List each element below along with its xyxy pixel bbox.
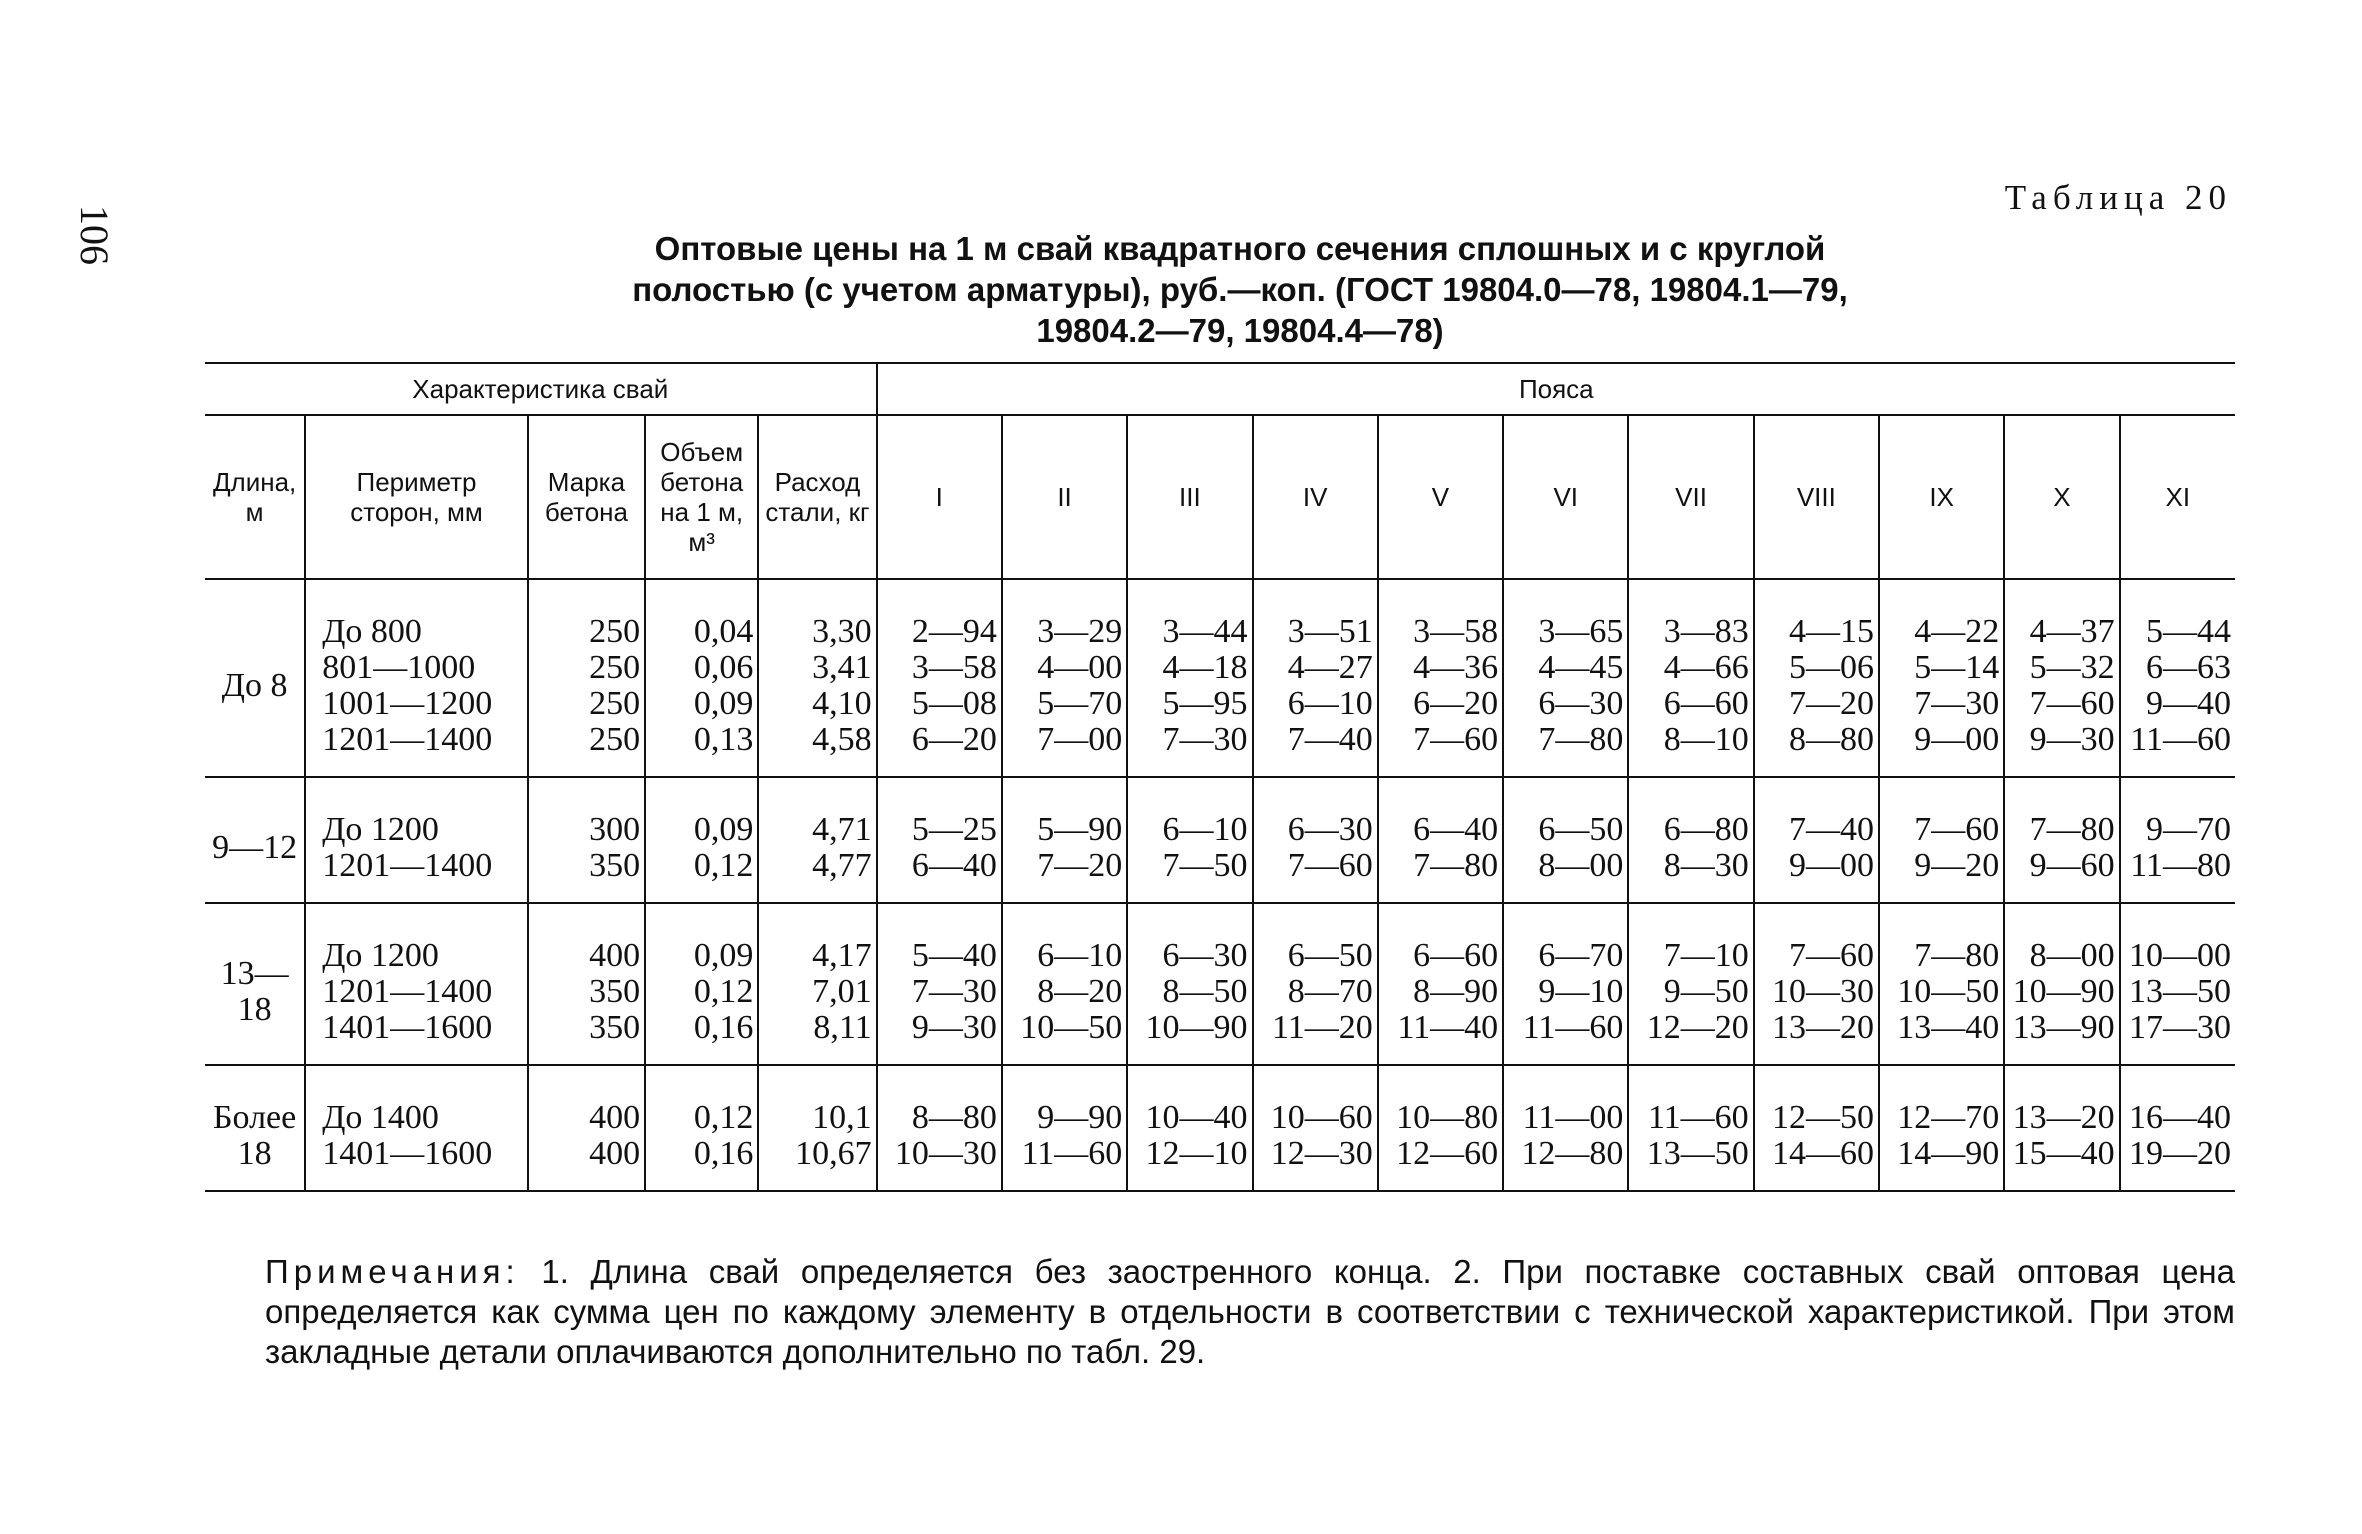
- zone-price-cell: [1253, 579, 1378, 777]
- zone-price-cell: [2004, 777, 2119, 903]
- cell-line: 7—80: [2029, 811, 2115, 848]
- zone-price-cell: [1754, 579, 1879, 777]
- grade-cell: [528, 777, 645, 903]
- zone-price-cell: [1127, 579, 1252, 777]
- cell-line: 14—90: [1897, 1135, 2000, 1172]
- cell-line: 1001—1200: [322, 685, 493, 722]
- zone-price-cell: [1253, 777, 1378, 903]
- cell-line: 1401—1600: [322, 1009, 493, 1046]
- volume-cell: [645, 777, 758, 903]
- cell-line: 0,13: [693, 721, 754, 758]
- zone-header: X: [2004, 415, 2119, 579]
- cell-line: 5—44: [2146, 613, 2231, 650]
- zone-header: XI: [2120, 415, 2235, 579]
- notes-label: Примечания:: [265, 1253, 520, 1290]
- steel-cell: [758, 1065, 876, 1191]
- cell-line: 1201—1400: [322, 973, 493, 1010]
- cell-line: 9—50: [1663, 973, 1749, 1010]
- zone-price-cell: [1754, 903, 1879, 1065]
- zone-price-cell: [1503, 903, 1628, 1065]
- perimeter-cell: [305, 777, 528, 903]
- cell-line: 13—50: [1646, 1135, 1749, 1172]
- cell-line: 0,09: [693, 811, 754, 848]
- cell-line: 10—80: [1396, 1099, 1499, 1136]
- cell-line: 3—58: [911, 649, 997, 686]
- table-row: [205, 903, 2235, 1065]
- cell-line: 250: [589, 613, 641, 650]
- zone-price-cell: [1879, 1065, 2004, 1191]
- volume-cell: [645, 579, 758, 777]
- cell-line: 3—44: [1162, 613, 1248, 650]
- zone-price-cell: [1253, 903, 1378, 1065]
- cell-line: 5—95: [1162, 685, 1248, 722]
- cell-line: До 1200: [322, 811, 439, 848]
- cell-line: 0,16: [693, 1135, 754, 1172]
- cell-line: 400: [589, 1099, 641, 1136]
- zone-price-cell: [1503, 1065, 1628, 1191]
- length-cell: 13—18: [205, 903, 305, 1065]
- cell-line: 4—18: [1162, 649, 1248, 686]
- perimeter-header: Периметр сторон, мм: [305, 415, 528, 579]
- zone-price-cell: [1754, 777, 1879, 903]
- zone-price-cell: [1378, 777, 1503, 903]
- cell-line: 10—50: [1897, 973, 2000, 1010]
- length-cell: Более 18: [205, 1065, 305, 1191]
- cell-line: 7—50: [1162, 847, 1248, 884]
- volume-header: Объем бетона на 1 м, м³: [645, 415, 758, 579]
- length-header: Длина, м: [205, 415, 305, 579]
- cell-line: 7—20: [1037, 847, 1123, 884]
- cell-line: 10,67: [795, 1135, 872, 1172]
- cell-line: 0,09: [693, 937, 754, 974]
- zone-price-cell: [2004, 579, 2119, 777]
- zone-price-cell: [1127, 777, 1252, 903]
- cell-line: 6—10: [1162, 811, 1248, 848]
- volume-cell: [645, 1065, 758, 1191]
- zone-header: III: [1127, 415, 1252, 579]
- cell-line: 9—00: [1788, 847, 1874, 884]
- zone-price-cell: [1879, 903, 2004, 1065]
- cell-line: 6—20: [911, 721, 997, 758]
- zone-price-cell: [877, 903, 1002, 1065]
- cell-line: 13—20: [1771, 1009, 1874, 1046]
- zone-price-cell: [877, 777, 1002, 903]
- cell-line: 6—10: [1287, 685, 1373, 722]
- cell-line: 3—58: [1413, 613, 1499, 650]
- cell-line: 5—14: [1914, 649, 2000, 686]
- cell-line: 4—37: [2029, 613, 2115, 650]
- cell-line: 11—60: [1021, 1135, 1123, 1172]
- cell-line: 6—80: [1663, 811, 1749, 848]
- cell-line: 6—40: [1413, 811, 1499, 848]
- cell-line: 0,16: [693, 1009, 754, 1046]
- cell-line: 3—29: [1037, 613, 1123, 650]
- cell-line: 7—80: [1413, 847, 1499, 884]
- cell-line: 4,77: [812, 847, 872, 884]
- page-number: 106: [72, 205, 117, 265]
- cell-line: 9—10: [1538, 973, 1624, 1010]
- zone-header: I: [877, 415, 1002, 579]
- cell-line: 7—30: [1162, 721, 1248, 758]
- cell-line: 400: [589, 937, 641, 974]
- cell-line: 10—60: [1270, 1099, 1373, 1136]
- cell-line: 11—20: [1272, 1009, 1373, 1046]
- cell-line: 0,09: [693, 685, 754, 722]
- grade-cell: [528, 579, 645, 777]
- cell-line: 4—36: [1413, 649, 1499, 686]
- cell-line: 0,12: [693, 1099, 754, 1136]
- cell-line: 8,11: [813, 1009, 872, 1046]
- cell-line: 7—20: [1788, 685, 1874, 722]
- cell-line: 12—80: [1521, 1135, 1624, 1172]
- cell-line: 5—40: [911, 937, 997, 974]
- zone-price-cell: [1628, 903, 1753, 1065]
- cell-line: До 1400: [322, 1099, 439, 1136]
- cell-line: 3—83: [1663, 613, 1749, 650]
- cell-line: 13—20: [2012, 1099, 2115, 1136]
- cell-line: 4—45: [1538, 649, 1624, 686]
- cell-line: 9—90: [1037, 1099, 1123, 1136]
- steel-cell: [758, 579, 876, 777]
- cell-line: 0,12: [693, 973, 754, 1010]
- table-row: [205, 579, 2235, 777]
- length-cell: 9—12: [205, 777, 305, 903]
- cell-line: 2—94: [911, 613, 997, 650]
- zone-price-cell: [2120, 777, 2235, 903]
- cell-line: 3—51: [1287, 613, 1373, 650]
- cell-line: 7—40: [1287, 721, 1373, 758]
- cell-line: 4—22: [1914, 613, 2000, 650]
- cell-line: 0,12: [693, 847, 754, 884]
- zone-header: VII: [1628, 415, 1753, 579]
- zone-price-cell: [1628, 777, 1753, 903]
- cell-line: 5—06: [1788, 649, 1874, 686]
- cell-line: 6—30: [1162, 937, 1248, 974]
- cell-line: 11—40: [1397, 1009, 1499, 1046]
- cell-line: 9—60: [2029, 847, 2115, 884]
- cell-line: 6—70: [1538, 937, 1624, 974]
- cell-line: 8—20: [1037, 973, 1123, 1010]
- cell-line: 7—60: [1788, 937, 1874, 974]
- cell-line: 19—20: [2129, 1135, 2231, 1172]
- cell-line: 11—60: [1647, 1099, 1749, 1136]
- title-line: полостью (с учетом арматуры), руб.—коп. (ГОСТ 19804.0—78, 19804.1—79,: [632, 271, 1848, 308]
- zone-header: II: [1002, 415, 1127, 579]
- cell-line: 8—80: [1788, 721, 1874, 758]
- perimeter-cell: [305, 1065, 528, 1191]
- cell-line: 3,41: [812, 649, 872, 686]
- zone-price-cell: [1127, 1065, 1252, 1191]
- cell-line: 8—90: [1413, 973, 1499, 1010]
- zone-price-cell: [2004, 1065, 2119, 1191]
- cell-line: 7—40: [1788, 811, 1874, 848]
- zone-price-cell: [1503, 777, 1628, 903]
- zone-price-cell: [1503, 579, 1628, 777]
- zone-price-cell: [1002, 579, 1127, 777]
- cell-line: 12—20: [1646, 1009, 1749, 1046]
- cell-line: 5—25: [911, 811, 997, 848]
- cell-line: 12—10: [1145, 1135, 1248, 1172]
- cell-line: 0,04: [693, 613, 754, 650]
- title-line: 19804.2—79, 19804.4—78): [1036, 312, 1444, 349]
- cell-line: 350: [589, 1009, 641, 1046]
- cell-line: 8—10: [1663, 721, 1749, 758]
- perimeter-cell: [305, 579, 528, 777]
- cell-line: 6—20: [1413, 685, 1499, 722]
- zone-price-cell: [1879, 579, 2004, 777]
- cell-line: 12—50: [1771, 1099, 1874, 1136]
- cell-line: 6—50: [1538, 811, 1624, 848]
- table-title: [540, 228, 1940, 351]
- zone-price-cell: [2120, 579, 2235, 777]
- cell-line: 10—00: [2129, 937, 2231, 974]
- zone-price-cell: [1628, 579, 1753, 777]
- cell-line: 10—50: [1020, 1009, 1123, 1046]
- cell-line: 4—27: [1287, 649, 1373, 686]
- cell-line: 12—70: [1897, 1099, 2000, 1136]
- cell-line: 17—30: [2129, 1009, 2231, 1046]
- cell-line: 7—80: [1914, 937, 2000, 974]
- steel-cell: [758, 777, 876, 903]
- cell-line: 1201—1400: [322, 847, 493, 884]
- cell-line: 6—60: [1413, 937, 1499, 974]
- cell-line: 7—60: [1914, 811, 2000, 848]
- table-body: [205, 579, 2235, 1191]
- cell-line: 400: [589, 1135, 641, 1172]
- cell-line: 10—40: [1145, 1099, 1248, 1136]
- cell-line: 350: [589, 973, 641, 1010]
- cell-line: 9—30: [2029, 721, 2115, 758]
- cell-line: 14—60: [1771, 1135, 1874, 1172]
- cell-line: До 1200: [322, 937, 439, 974]
- cell-line: 12—60: [1396, 1135, 1499, 1172]
- cell-line: 11—60: [1522, 1009, 1624, 1046]
- cell-line: 4—66: [1663, 649, 1749, 686]
- price-table: [205, 362, 2235, 1192]
- zone-header: V: [1378, 415, 1503, 579]
- cell-line: 8—00: [1538, 847, 1624, 884]
- cell-line: 7—00: [1037, 721, 1123, 758]
- cell-line: 5—90: [1037, 811, 1123, 848]
- table-row: [205, 1065, 2235, 1191]
- cell-line: 7—60: [1287, 847, 1373, 884]
- cell-line: 7—60: [1413, 721, 1499, 758]
- grade-cell: [528, 903, 645, 1065]
- length-cell: До 8: [205, 579, 305, 777]
- cell-line: 7—10: [1663, 937, 1749, 974]
- cell-line: 11—00: [1522, 1099, 1624, 1136]
- cell-line: 4,17: [812, 937, 872, 974]
- cell-line: 6—63: [2146, 649, 2231, 686]
- title-line: Оптовые цены на 1 м свай квадратного сечения сплошных и с круглой: [654, 230, 1826, 267]
- cell-line: 3—65: [1538, 613, 1624, 650]
- cell-line: 4,58: [812, 721, 872, 758]
- cell-line: 12—30: [1270, 1135, 1373, 1172]
- cell-line: 7—60: [2029, 685, 2115, 722]
- zone-price-cell: [877, 1065, 1002, 1191]
- zone-price-cell: [1628, 1065, 1753, 1191]
- cell-line: 8—70: [1287, 973, 1373, 1010]
- cell-line: 10,1: [812, 1099, 872, 1136]
- cell-line: 10—30: [894, 1135, 997, 1172]
- cell-line: 9—70: [2146, 811, 2231, 848]
- cell-line: 250: [589, 685, 641, 722]
- cell-line: 5—08: [911, 685, 997, 722]
- notes: [265, 1252, 2235, 1372]
- zone-price-cell: [1879, 777, 2004, 903]
- cell-line: 801—1000: [322, 649, 476, 686]
- cell-line: 1401—1600: [322, 1135, 493, 1172]
- cell-line: 6—30: [1287, 811, 1373, 848]
- cell-line: 7—80: [1538, 721, 1624, 758]
- cell-line: 6—10: [1037, 937, 1123, 974]
- group-characteristic-header: Характеристика свай: [205, 363, 877, 415]
- zone-price-cell: [1127, 903, 1252, 1065]
- cell-line: 4,10: [812, 685, 872, 722]
- cell-line: 16—40: [2129, 1099, 2231, 1136]
- zone-header: VI: [1503, 415, 1628, 579]
- cell-line: 13—90: [2012, 1009, 2115, 1046]
- cell-line: 11—80: [2130, 847, 2231, 884]
- zone-price-cell: [1253, 1065, 1378, 1191]
- zone-price-cell: [2004, 903, 2119, 1065]
- cell-line: 250: [589, 649, 641, 686]
- cell-line: 8—30: [1663, 847, 1749, 884]
- cell-line: 9—20: [1914, 847, 2000, 884]
- cell-line: 300: [589, 811, 641, 848]
- cell-line: 5—70: [1037, 685, 1123, 722]
- cell-line: До 800: [322, 613, 422, 650]
- cell-line: 6—40: [911, 847, 997, 884]
- zone-header: IX: [1879, 415, 2004, 579]
- steel-cell: [758, 903, 876, 1065]
- cell-line: 1201—1400: [322, 721, 493, 758]
- perimeter-cell: [305, 903, 528, 1065]
- zone-price-cell: [1754, 1065, 1879, 1191]
- zone-price-cell: [2120, 1065, 2235, 1191]
- zone-price-cell: [1378, 579, 1503, 777]
- cell-line: 5—32: [2029, 649, 2115, 686]
- cell-line: 13—50: [2129, 973, 2231, 1010]
- cell-line: 6—30: [1538, 685, 1624, 722]
- cell-line: 10—90: [2012, 973, 2115, 1010]
- notes-text: 1. Длина свай определяется без заостренного конца. 2. При поставке составных свай оптовая цена определяется как сумма цен по каждому элементу в отдельности в соответствии с технической характеристикой. При этом закладные детали оплачиваются дополнительно по табл. 29.: [265, 1253, 2235, 1370]
- cell-line: 9—00: [1914, 721, 2000, 758]
- cell-line: 13—40: [1897, 1009, 2000, 1046]
- cell-line: 0,06: [693, 649, 754, 686]
- zone-price-cell: [2120, 903, 2235, 1065]
- cell-line: 15—40: [2012, 1135, 2115, 1172]
- cell-line: 7—30: [911, 973, 997, 1010]
- grade-cell: [528, 1065, 645, 1191]
- cell-line: 6—60: [1663, 685, 1749, 722]
- table-row: [205, 777, 2235, 903]
- zone-price-cell: [1378, 903, 1503, 1065]
- zone-price-cell: [1002, 777, 1127, 903]
- zone-price-cell: [1378, 1065, 1503, 1191]
- steel-header: Расход стали, кг: [758, 415, 876, 579]
- zone-header: IV: [1253, 415, 1378, 579]
- cell-line: 7,01: [812, 973, 872, 1010]
- cell-line: 11—60: [2130, 721, 2231, 758]
- cell-line: 9—40: [2146, 685, 2231, 722]
- cell-line: 4,71: [812, 811, 872, 848]
- cell-line: 10—90: [1145, 1009, 1248, 1046]
- cell-line: 8—50: [1162, 973, 1248, 1010]
- zone-price-cell: [877, 579, 1002, 777]
- grade-header: Марка бетона: [528, 415, 645, 579]
- cell-line: 7—30: [1914, 685, 2000, 722]
- cell-line: 3,30: [812, 613, 872, 650]
- cell-line: 4—15: [1788, 613, 1874, 650]
- zone-price-cell: [1002, 1065, 1127, 1191]
- table-label: Таблица 20: [2004, 178, 2232, 217]
- cell-line: 10—30: [1771, 973, 1874, 1010]
- cell-line: 350: [589, 847, 641, 884]
- volume-cell: [645, 903, 758, 1065]
- zone-header: VIII: [1754, 415, 1879, 579]
- cell-line: 4—00: [1037, 649, 1123, 686]
- cell-line: 8—00: [2029, 937, 2115, 974]
- zone-price-cell: [1002, 903, 1127, 1065]
- cell-line: 6—50: [1287, 937, 1373, 974]
- cell-line: 250: [589, 721, 641, 758]
- cell-line: 9—30: [911, 1009, 997, 1046]
- group-zones-header: Пояса: [877, 363, 2235, 415]
- cell-line: 8—80: [911, 1099, 997, 1136]
